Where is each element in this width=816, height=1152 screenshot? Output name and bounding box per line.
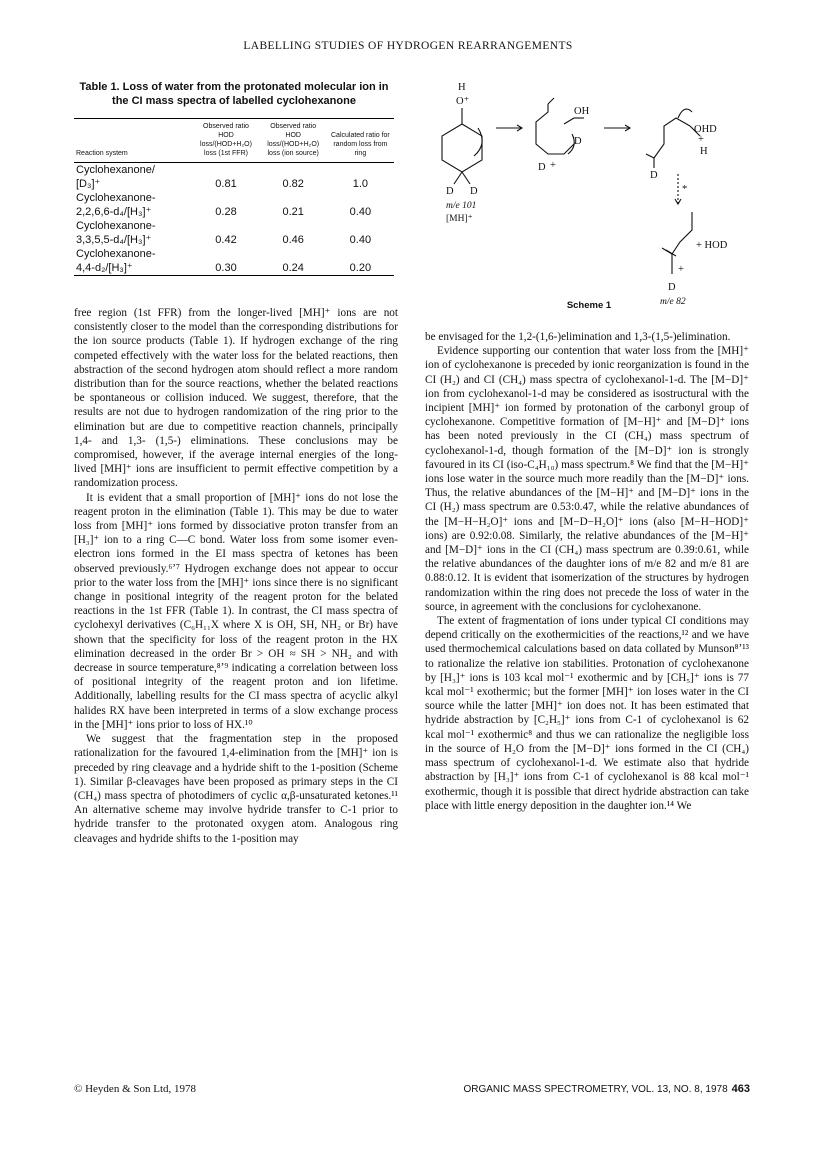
system-line-1: Cyclohexanone- xyxy=(76,192,156,204)
vinyl-bond xyxy=(548,98,554,104)
label-mh: [MH]⁺ xyxy=(446,214,473,224)
chain-2 xyxy=(654,118,690,158)
footer-journal xyxy=(463,1083,750,1095)
system-line-2: [D₃]⁺ xyxy=(76,178,101,190)
open-chain-1 xyxy=(536,104,574,154)
cell-ffr: 0.42 xyxy=(215,234,237,246)
label-d-2: D xyxy=(470,186,478,197)
label-hod: + HOD xyxy=(696,240,728,251)
paragraph: free region (1st FFR) from the longer-lived [MH]⁺ ions are not consistently closer to the model than the corresponding distributions for the ion source products (Table 1). If hydrogen exchange of the ring competed effectively with the water loss for the belated reactions, then abstraction of the second hydrogen atom should reflect a more random distribution than for the source reactions, whether the belated reactions be spontaneous or collision induced. We suggest, therefore, that the results are not due to hydrogen randomization of the ring prior to the elimination but are due to competitive reaction channels, principally 1,4- and 1,3- (1,5-) eliminations. These conclusions may be compromised, however, if the average internal energies of the long-lived [MH]⁺ ions are insufficient to permit effective competition by a randomization process. xyxy=(74,307,398,490)
cell-ffr: 0.81 xyxy=(215,178,237,190)
table-1 xyxy=(74,80,394,276)
ring-1 xyxy=(442,124,482,172)
cell-source: 0.24 xyxy=(282,262,304,274)
label-o-plus: O⁺ xyxy=(456,96,470,107)
table-row xyxy=(74,247,394,276)
cell-source: 0.82 xyxy=(282,178,304,190)
journal-citation: ORGANIC MASS SPECTROMETRY, VOL. 13, NO. 8, 1978 xyxy=(463,1084,728,1095)
paragraph: Evidence supporting our contention that water loss from the [MH]⁺ ion of cyclohexanone is preceded by ionic reorganization is found in the CI (H₂) and CI (CH₄) mass spectra of cyclohexanol-1-d. The [M−D]⁺ ion from cyclohexanol-1-d may be considered as isostructural with the incipient [MH]⁺ ion formed by protonation of the carbonyl group of cyclohexanone. Competitive formation of [M−H]⁺ and [M−D]⁺ ions has been noted previously in the CI (CH₄) mass spectrum of cyclohexanol-1-d, though formation of the [M−D]⁺ ion is strongly favoured in its CI (iso-C₄H₁₀) mass spectrum.⁸ We find that the [M−H]⁺ ions lose water in the source much more readily than the [M−D]⁺ ions. Thus, the relative abundances of the [M−H]⁺ and [M−D]⁺ ions in the CI (H₂) mass spectrum are 0.53:0.47, while the relative abundances of the [M−H−H₂O]⁺ ions and [M−D−H₂O]⁺ ions (also [M−H−HOD]⁺ ions) are 0.92:0.08. Similarly, the relative abundances of the [M−H]⁺ and [M−D]⁺ ions in the CI (CH₄) mass spectrum are 0.39:0.61, while the relative abundances of the daughter ions of m/e 82 and m/e 81 are 0.88:0.12. It is evident that isomerization of the structures by hydrogen randomization within the ring does not precede the loss of water in the source, in agreement with the conclusions for cyclohexanone. xyxy=(425,345,749,613)
paragraph: The extent of fragmentation of ions under typical CI conditions may depend critically on the exothermicities of the reactions,¹² and we have used thermochemical calculations based on data collated by Munson⁸ʼ¹³ to rationalize the relative ion stabilities. Protonation of cyclohexanone by [H₃]⁺ ions is 103 kcal mol⁻¹ exothermic and by [CH₅]⁺ ions is 77 kcal mol⁻¹ exothermic; but the former [MH]⁺ ion loses water in the CI source while the latter [MH]⁺ ion does not. It has been estimated that hydride abstraction by [C₂H₅]⁺ ions from C-1 of cyclohexanol is 62 kcal mol⁻¹ exothermic⁸ and thus we can rationalize the negligible loss in the source of H₂O from the [M−D]⁺ ions formed in the CI (CH₄) mass spectrum of cyclohexanol-1-d. We estimate also that hydride abstraction by [H₃]⁺ ions from C-1 of cyclohexanol is 88 kcal mol⁻¹ exothermic, though it is possible that direct hydride abstraction can take place with little energy deposition in the daughter ion.¹⁴ We xyxy=(425,615,749,812)
label-d-mid: D xyxy=(574,136,582,147)
system-line-1: Cyclohexanone/ xyxy=(76,164,155,176)
table-row xyxy=(74,191,394,219)
label-me-101: m/e 101 xyxy=(446,201,477,211)
vinyl-end-1 xyxy=(646,154,654,158)
row-system xyxy=(74,219,192,247)
data-table xyxy=(74,118,394,276)
system-line-2: 3,3,5,5-d₄/[H₃]⁺ xyxy=(76,234,152,246)
table-row xyxy=(74,163,394,192)
header-ratio-ffr: Observed ratio HOD loss/(HOD+H₂O) loss (1st FFR) xyxy=(200,123,252,157)
row-system xyxy=(74,247,192,276)
system-line-1: Cyclohexanone- xyxy=(76,220,156,232)
label-d-plus: D xyxy=(538,162,546,173)
label-plus-3: + xyxy=(678,264,684,275)
bond-c-d1 xyxy=(454,172,462,184)
table-caption xyxy=(74,80,394,108)
label-me-82: m/e 82 xyxy=(660,297,686,307)
bond-ring-c xyxy=(564,118,574,124)
header-ratio-source: Observed ratio HOD loss/(HOD+H₂O) loss (ion source) xyxy=(267,123,320,157)
table-row xyxy=(74,219,394,247)
label-h-right: H xyxy=(700,146,708,157)
label-d-1: D xyxy=(446,186,454,197)
table-caption-line-1: Table 1. Loss of water from the protonated molecular ion in xyxy=(79,81,389,93)
footer-copyright: © Heyden & Son Ltd, 1978 xyxy=(74,1083,197,1095)
table-header-row xyxy=(74,119,394,163)
cell-random: 1.0 xyxy=(352,178,369,190)
label-plus-2: + xyxy=(698,134,704,145)
label-star: * xyxy=(682,184,688,195)
paragraph: be envisaged for the 1,2-(1,6-)elimination and 1,3-(1,5-)elimination. xyxy=(425,331,731,343)
cell-ffr: 0.28 xyxy=(215,206,237,218)
cell-random: 0.40 xyxy=(349,206,372,218)
cell-source: 0.46 xyxy=(282,234,304,246)
header-ratio-random: Calculated ratio for random loss from ring xyxy=(331,132,390,157)
cell-random: 0.20 xyxy=(349,262,372,274)
label-plus-1: + xyxy=(550,160,556,171)
paragraph: It is evident that a small proportion of [MH]⁺ ions do not lose the reagent proton in the elimination (Table 1). This may be due to water loss from [MH]⁺ ions formed by dissociative proton transfer from an [H₃]⁺ ion to a ring C—C bond. Water loss from some isomer even-electron ions formed in the EI mass spectra of ketones has been observed previously.⁶ʼ⁷ Hydrogen exchange does not appear to occur prior to the water loss from the [MH]⁺ ions since there is no significant change in positional integrity of the reagent proton for the belated reactions in the 1st FFR (Table 1). In contrast, the CI mass spectra of cyclohexyl derivatives (C₆H₁₁X where X is OH, SH, NH₂ or Br) have shown that the specificity for loss of the reagent proton in the HX elimination decreased in the order Br > OH ≈ SH > NH₂ and with decrease in source temperature,⁸ʼ⁹ indicating a correlation between loss of positional integrity of the reagent proton and ion lifetime. Additionally, labelling results for the CI mass spectra of acyclic alkyl halides RX have been interpreted in terms of a slow exchange process in the [MH]⁺ ions prior to loss of HX.¹⁰ xyxy=(74,491,398,731)
system-line-2: 4,4-d₂/[H₃]⁺ xyxy=(76,262,133,274)
paragraph: We suggest that the fragmentation step in the proposed rationalization for the favoured 1,4-elimination from the [MH]⁺ ion is preceded by ring cleavage and a hydride shift to the 1-position (Scheme 1). Similar β-cleavages have been proposed as primary steps in the CI (CH₄) mass spectra of photodimers of cyclic α,β-unsaturated ketones.¹¹ An alternative scheme may involve hydride transfer to C-1 prior to hydride transfer to the protonated oxygen atom. Analogous ring cleavages and hydride shifts to the 1-position may xyxy=(74,733,398,845)
label-ohd: OHD xyxy=(694,124,717,135)
row-system xyxy=(74,191,192,219)
curved-arrow-3 xyxy=(678,109,692,118)
cell-random: 0.40 xyxy=(349,234,372,246)
page-number: 463 xyxy=(731,1083,750,1095)
label-d-right: D xyxy=(650,170,658,181)
right-column xyxy=(425,330,749,813)
label-oh: OH xyxy=(574,106,590,117)
cell-source: 0.21 xyxy=(282,206,304,218)
cell-ffr: 0.30 xyxy=(215,262,237,274)
row-system xyxy=(74,163,192,192)
left-column xyxy=(74,306,398,846)
label-d-bottom: D xyxy=(668,282,676,293)
running-head: LABELLING STUDIES OF HYDROGEN REARRANGEMENTS xyxy=(243,40,573,52)
system-line-1: Cyclohexanone- xyxy=(76,248,156,260)
label-h-top: H xyxy=(458,82,466,93)
system-line-2: 2,2,6,6-d₄/[H₃]⁺ xyxy=(76,206,152,218)
scheme-caption: Scheme 1 xyxy=(566,300,612,311)
header-reaction-system: Reaction system xyxy=(76,150,128,157)
table-caption-line-2: the CI mass spectra of labelled cyclohexanone xyxy=(112,95,356,107)
bond-c-d2 xyxy=(462,172,470,184)
scheme-1-diagram xyxy=(432,78,750,338)
